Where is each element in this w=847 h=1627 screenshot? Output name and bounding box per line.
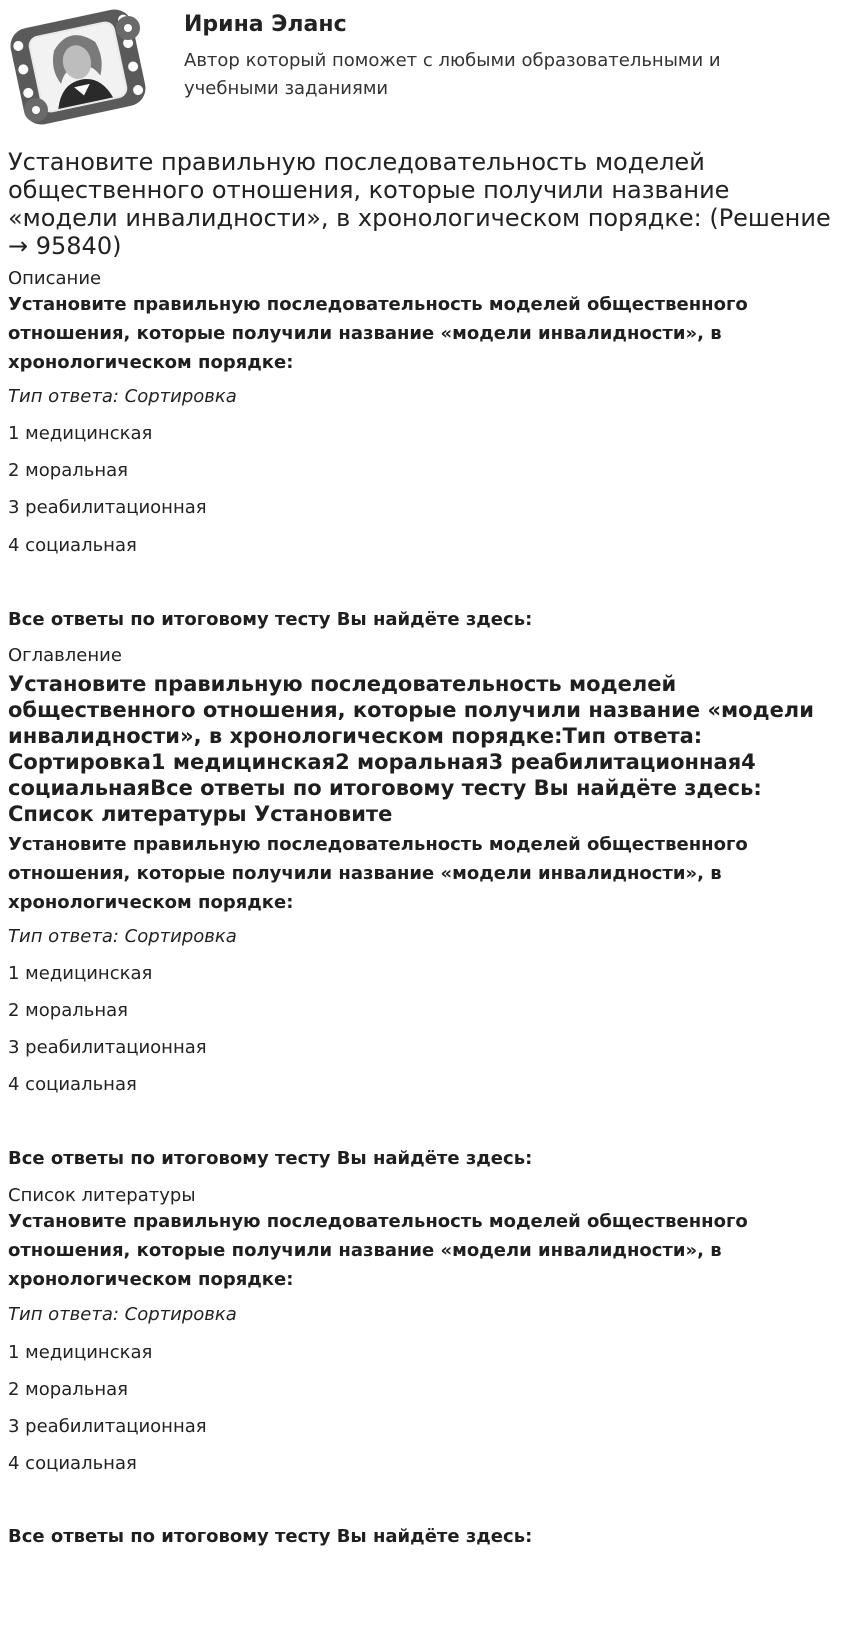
film-frame-icon <box>6 6 150 128</box>
list-item-text: 4 социальная <box>8 1074 137 1095</box>
list-item <box>8 963 838 984</box>
list-item <box>8 1000 838 1021</box>
author-name[interactable]: Ирина Эланс <box>184 12 347 37</box>
question-text <box>8 830 838 917</box>
all-answers <box>8 609 838 630</box>
list-item-text: 2 моральная <box>8 1379 128 1400</box>
author-description: Автор который поможет с любыми образовательными и учебными заданиями <box>184 50 721 99</box>
question-text <box>8 1207 838 1294</box>
all-answers <box>8 1148 838 1169</box>
list-item <box>8 1037 838 1058</box>
list-item <box>8 460 838 481</box>
all-answers-text: Все ответы по итоговому тесту Вы найдёте здесь: <box>8 1148 533 1169</box>
author-header <box>0 0 847 140</box>
question-text <box>8 290 838 377</box>
answer-type <box>8 926 838 947</box>
all-answers <box>8 1526 838 1547</box>
list-item-text: 1 медицинская <box>8 1342 153 1363</box>
list-item-text: 4 социальная <box>8 1453 137 1474</box>
references-label <box>8 1185 838 1207</box>
list-item <box>8 1416 838 1437</box>
list-item <box>8 423 838 444</box>
list-item <box>8 1453 838 1474</box>
list-item <box>8 1379 838 1400</box>
list-item-text: 2 моральная <box>8 460 128 481</box>
description-label <box>8 268 838 290</box>
list-item <box>8 535 838 556</box>
list-item-text: 3 реабилитационная <box>8 497 207 518</box>
avatar[interactable] <box>6 6 150 128</box>
answer-type-text: Тип ответа: Сортировка <box>8 386 237 407</box>
question-bold-text: Установите правильную последовательность моделей общественного отношения, которые получили название «модели инвалидности», в хронологическом порядке: <box>8 294 748 373</box>
toc-label <box>8 645 838 667</box>
all-answers-text: Все ответы по итоговому тесту Вы найдёте здесь: <box>8 1526 533 1547</box>
list-item <box>8 1342 838 1363</box>
page-title: Установите правильную последовательность моделей общественного отношения, которые получили название «модели инвалидности», в хронологическом порядке: (Решение → 95840) <box>8 148 831 260</box>
toc-bold-text: Установите правильную последовательность моделей общественного отношения, которые получили название «модели инвалидности», в хронологическом порядке:Тип ответа: Сортировка1 медицинская2 моральная3 реабилитационная4 социальнаяВсе ответы по итоговому тесту Вы найдёте здесь: Список литературы Установите <box>8 672 814 826</box>
question-bold-text: Установите правильную последовательность моделей общественного отношения, которые получили название «модели инвалидности», в хронологическом порядке: <box>8 1211 748 1290</box>
list-item-text: 3 реабилитационная <box>8 1416 207 1437</box>
list-item-text: 2 моральная <box>8 1000 128 1021</box>
section-label: Список литературы <box>8 1185 196 1206</box>
question-bold-text: Установите правильную последовательность моделей общественного отношения, которые получили название «модели инвалидности», в хронологическом порядке: <box>8 834 748 913</box>
section-label: Оглавление <box>8 645 122 666</box>
list-item-text: 1 медицинская <box>8 963 153 984</box>
answer-type <box>8 1304 838 1325</box>
list-item-text: 4 социальная <box>8 535 137 556</box>
list-item-text: 1 медицинская <box>8 423 153 444</box>
answer-type <box>8 386 838 407</box>
answer-type-text: Тип ответа: Сортировка <box>8 926 237 947</box>
list-item <box>8 1074 838 1095</box>
toc-text <box>8 671 838 827</box>
list-item-text: 3 реабилитационная <box>8 1037 207 1058</box>
all-answers-text: Все ответы по итоговому тесту Вы найдёте здесь: <box>8 609 533 630</box>
list-item <box>8 497 838 518</box>
answer-type-text: Тип ответа: Сортировка <box>8 1304 237 1325</box>
section-label: Описание <box>8 268 102 289</box>
